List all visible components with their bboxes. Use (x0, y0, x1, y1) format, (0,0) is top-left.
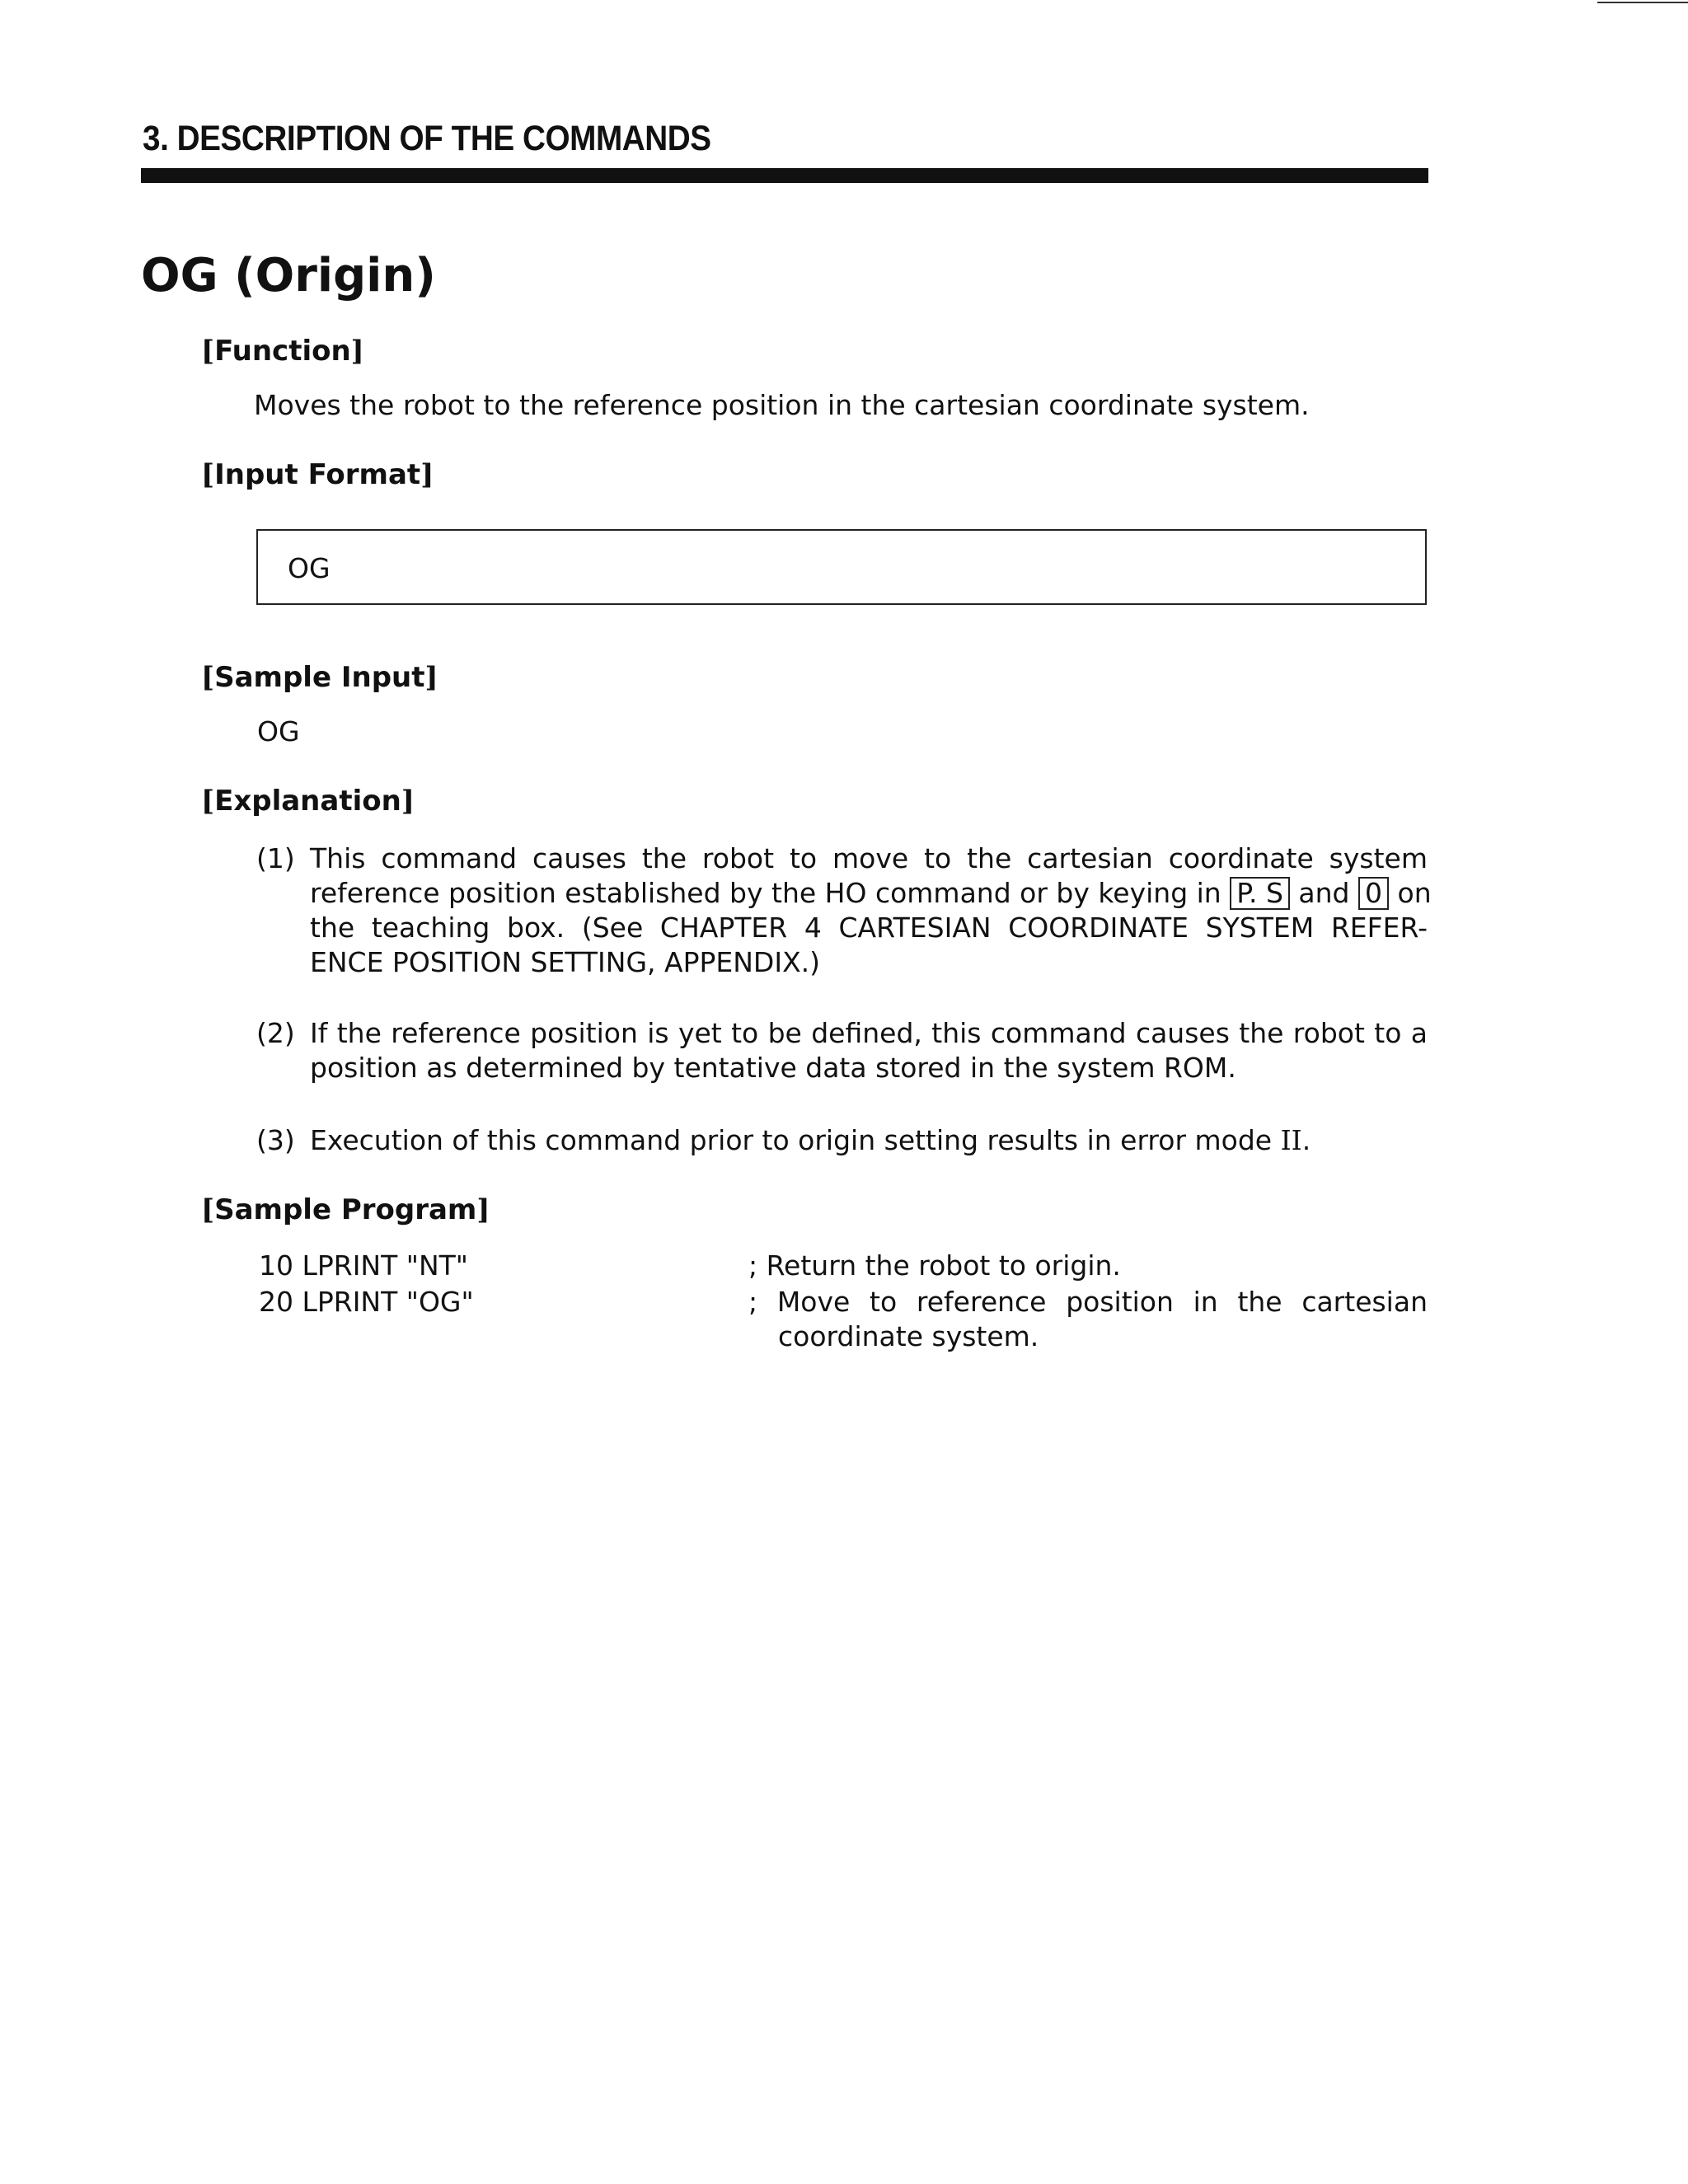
explanation-item-3-line-1 (310, 1122, 1428, 1158)
input-format-label-text: Input Format (214, 458, 421, 491)
program-line-1-code: 10 LPRINT "NT" (259, 1249, 468, 1282)
key-ps: P. S (1230, 877, 1290, 910)
explanation-item-3-text: Execution of this command prior to origin setting results in error mode (310, 1124, 1273, 1156)
explanation-item-2-line-1: If the reference position is yet to be defined, this command causes the robot to a (310, 1017, 1428, 1049)
sample-program-label: [Sample Program] (201, 1193, 490, 1226)
program-line-2-code: 20 LPRINT "OG" (259, 1286, 474, 1318)
function-text: Moves the robot to the reference position in the cartesian coordinate system. (254, 389, 1310, 421)
sample-input-label-text: Sample Input (214, 661, 425, 694)
explanation-item-1-line-2-mid: and (1298, 877, 1350, 909)
explanation-item-1-number: (1) (256, 842, 295, 874)
function-label: [Function] (201, 335, 364, 368)
explanation-item-1-line-4: ENCE POSITION SETTING, APPENDIX.) (310, 946, 821, 978)
key-0: 0 (1358, 877, 1389, 910)
corner-rule (1597, 2, 1688, 3)
sample-input-label: [Sample Input] (201, 661, 438, 694)
sample-input-value: OG (257, 715, 300, 748)
explanation-item-2-number: (2) (256, 1017, 295, 1049)
header-rule (141, 168, 1428, 183)
input-format-box (256, 529, 1427, 605)
explanation-item-3-number: (3) (256, 1124, 295, 1156)
error-mode-roman: II (1280, 1124, 1302, 1156)
explanation-item-1-line-2-pre: reference position established by the HO command or by keying in (310, 877, 1221, 909)
explanation-item-2-line-2: position as determined by tentative data stored in the system ROM. (310, 1052, 1236, 1084)
input-format-value: OG (288, 552, 331, 584)
explanation-item-1-line-2-post: on (1397, 877, 1432, 909)
explanation-item-1-line-2 (310, 875, 1432, 911)
explanation-label-text: Explanation (214, 785, 401, 818)
section-header: 3. DESCRIPTION OF THE COMMANDS (143, 119, 711, 158)
explanation-item-1-line-1: This command causes the robot to move to the cartesian coordinate system (310, 842, 1428, 874)
program-line-1-comment: ; Return the robot to origin. (748, 1249, 1121, 1282)
explanation-item-3-period: . (1301, 1124, 1311, 1156)
command-title: OG (Origin) (141, 249, 436, 302)
program-line-2-comment: ; Move to reference position in the cartesian (748, 1286, 1428, 1318)
explanation-item-1-line-3: the teaching box. (See CHAPTER 4 CARTESIAN COORDINATE SYSTEM REFER- (310, 912, 1428, 944)
sample-program-label-text: Sample Program (214, 1193, 477, 1226)
program-line-2-comment-cont: coordinate system. (778, 1320, 1039, 1352)
explanation-label: [Explanation] (201, 785, 415, 818)
input-format-label: [Input Format] (201, 458, 434, 491)
function-label-text: Function (214, 335, 351, 368)
